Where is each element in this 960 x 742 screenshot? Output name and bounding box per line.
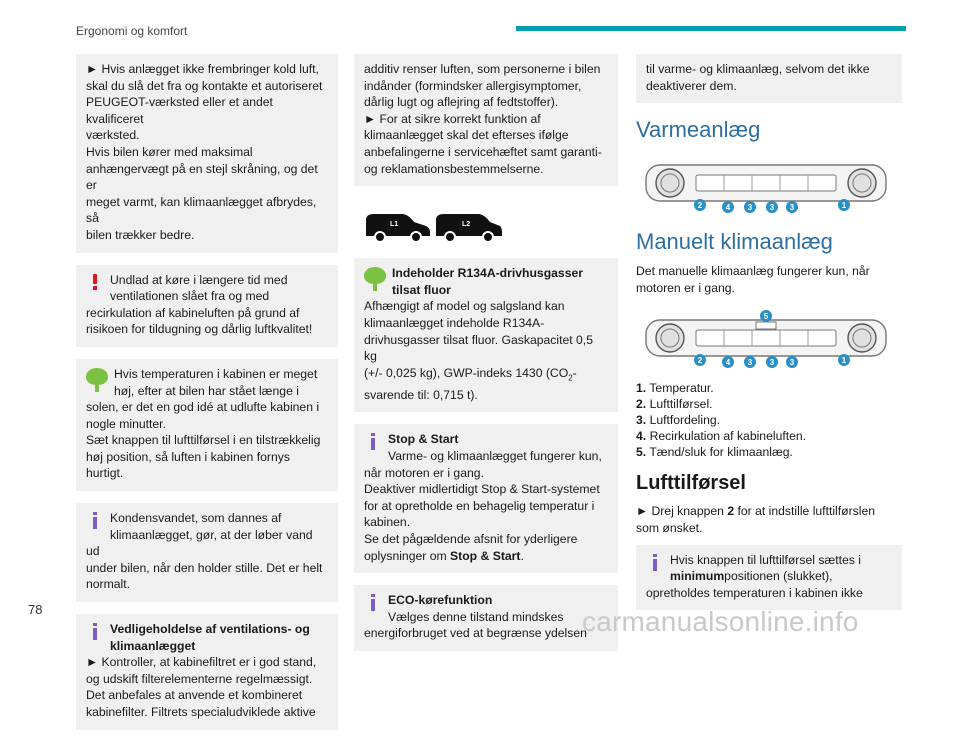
text-line: energiforbruget ved at begrænse ydelsen (364, 626, 587, 641)
list-number: 4. (636, 429, 647, 444)
box-title: Vedligeholdelse af ventilations- og (110, 622, 310, 637)
text-line: når motoren er i gang. (364, 465, 484, 480)
text-line (646, 568, 892, 585)
eco-box-r134a (354, 258, 618, 412)
info-box-stop-start (354, 424, 618, 573)
eco-tree-icon (364, 267, 386, 291)
manual-ac-panel-diagram (644, 310, 890, 372)
heating-panel-diagram (644, 159, 890, 217)
text-span: ► Drej knappen (636, 504, 728, 519)
list-text: Temperatur. (649, 381, 714, 396)
text-span: 2 (727, 504, 735, 519)
svg-text:L1: L1 (390, 221, 399, 229)
watermark: carmanualsonline.info (582, 606, 859, 637)
manual-ac-intro (636, 263, 902, 296)
box-title: ECO-kørefunktion (388, 593, 493, 608)
text-line: meget varmt, kan klimaanlægget afbrydes, så (86, 194, 317, 226)
info-icon (86, 623, 104, 639)
text-line: Se det pågældende afsnit for yderligere (364, 531, 578, 546)
text-line: høj, efter at bilen har stået længe i (114, 383, 299, 398)
header-accent-bar (516, 26, 906, 31)
column-2 (354, 54, 618, 663)
page-number: 78 (28, 602, 43, 617)
text-line: drivhusgasser tilsat fluor. Gaskapacitet 0,5 kg (364, 332, 593, 364)
text-line: Hvis bilen kører med maksimal (86, 144, 253, 159)
text-span: . (520, 548, 524, 563)
diagram-label: 3 (769, 358, 775, 368)
text-line: Vælges denne tilstand mindskes (388, 609, 564, 624)
list-text: Lufttilførsel. (649, 397, 713, 412)
text-line: dårlig lugt og aflejring af fedtstoffer). (364, 95, 559, 110)
text-line: klimaanlægget, gør, at der løber vand ud (86, 527, 313, 559)
text-line: Det anbefales at anvende et kombineret (86, 688, 303, 703)
text-line: Afhængigt af model og salgsland kan (364, 299, 565, 314)
note-box-filter (354, 54, 618, 186)
list-item (636, 428, 902, 444)
note-box-continued (636, 54, 902, 103)
warning-icon (86, 274, 104, 290)
info-box-maintenance (76, 614, 338, 730)
text-span: oplysninger om (364, 548, 451, 563)
van-long-icon (436, 214, 502, 242)
diagram-label: 1 (841, 356, 847, 366)
section-heading-heating: Varmeanlæg (636, 117, 761, 143)
list-item (636, 396, 902, 412)
header-title: Ergonomi og komfort (76, 24, 188, 38)
box-title: Indeholder R134A-drivhusgasser (392, 266, 583, 281)
diagram-label: 5 (763, 312, 769, 322)
text-line: som ønsket. (636, 520, 703, 535)
text-line: Det manuelle klimaanlæg fungerer kun, når (636, 264, 870, 279)
info-icon (646, 554, 664, 570)
text-line: svarende til: 0,715 t). (364, 387, 478, 402)
diagram-label: 2 (697, 201, 703, 211)
info-icon (364, 594, 382, 610)
van-icons (364, 206, 504, 246)
text-line: under bilen, når den holder stille. Det er helt (86, 560, 323, 575)
eco-tree-icon (86, 368, 108, 392)
diagram-label: 4 (725, 203, 731, 213)
box-title: Stop & Start (388, 432, 459, 447)
text-line: solen, er det en god idé at udlufte kabinen i (86, 400, 320, 415)
svg-text:L2: L2 (462, 221, 471, 229)
text-line: additiv renser luften, som personerne i bilen (364, 62, 601, 76)
text-line (636, 503, 902, 520)
box-title: klimaanlægget (110, 638, 196, 653)
text-line: indånder (formindsker allergisymptomer, (364, 78, 582, 93)
text-line: ► Kontroller, at kabinefiltret er i god stand, (86, 655, 317, 670)
text-span: minimum (670, 569, 725, 584)
text-line: normalt. (86, 577, 131, 592)
diagram-label: 3 (747, 358, 753, 368)
text-line: opretholdes temperaturen i kabinen ikke (646, 585, 863, 600)
text-line: Kondensvandet, som dannes af (110, 511, 282, 526)
info-box-eco-mode (354, 585, 618, 651)
text-line: nogle minutter. (86, 416, 166, 431)
text-line (364, 365, 608, 387)
column-3 (636, 54, 902, 622)
text-line: risikoen for tildugning og dårlig luftkvalitet! (86, 322, 313, 337)
note-box-cooling (76, 54, 338, 253)
eco-box-cabin-airing (76, 359, 338, 491)
text-line: Undlad at køre i længere tid med (110, 272, 288, 287)
text-line: ventilationen slået fra og med (110, 289, 270, 304)
text-line: motoren er i gang. (636, 280, 735, 295)
text-line: ► For at sikre korrekt funktion af (364, 111, 541, 126)
text-line: Varme- og klimaanlægget fungerer kun, (388, 448, 602, 463)
air-flow-text (636, 503, 902, 536)
text-line: Hvis temperaturen i kabinen er meget (114, 366, 318, 381)
list-number: 1. (636, 381, 647, 396)
text-line: deaktiverer dem. (646, 78, 737, 93)
text-line: Deaktiver midlertidigt Stop & Start-systemet (364, 482, 600, 497)
text-line: værksted. (86, 128, 140, 143)
text-line: klimaanlægget skal det efterses ifølge (364, 128, 569, 143)
info-icon (86, 512, 104, 528)
info-box-condensation (76, 503, 338, 602)
list-item (636, 412, 902, 428)
text-line: Sæt knappen til lufttilførsel i en tilstrækkelig (86, 433, 321, 448)
list-item (636, 444, 902, 460)
text-line: kabinen. (364, 515, 411, 530)
text-span: positionen (slukket), (724, 569, 833, 584)
warning-box-ventilation (76, 265, 338, 347)
list-number: 3. (636, 413, 647, 428)
list-text: Tænd/sluk for klimaanlæg. (649, 445, 793, 460)
diagram-label: 3 (769, 203, 775, 213)
text-line: anhængervægt på en stejl skråning, og det er (86, 161, 318, 193)
diagram-label: 2 (697, 356, 703, 366)
diagram-label: 1 (841, 201, 847, 211)
list-item (636, 380, 902, 396)
text-line: og udskift filterelementerne regelmæssigt. (86, 671, 313, 686)
text-line (364, 548, 608, 565)
text-span: Stop & Start (450, 548, 521, 563)
column-1 (76, 54, 338, 742)
text-line: anbefalingerne i servicehæftet samt garanti- (364, 144, 602, 159)
text-span: for at indstille lufttilførslen (734, 504, 876, 519)
controls-legend-list (636, 380, 902, 460)
diagram-label: 4 (725, 358, 731, 368)
diagram-label: 3 (747, 203, 753, 213)
section-heading-air-flow: Lufttilførsel (636, 472, 746, 495)
list-text: Recirkulation af kabineluften. (649, 429, 807, 444)
van-short-icon (366, 214, 430, 242)
box-title: tilsat fluor (392, 282, 451, 297)
text-line: høj position, så luften i kabinen fornys hurtigt. (86, 449, 290, 481)
text-span: - (572, 365, 577, 380)
text-line: Hvis knappen til lufttilførsel sættes i (670, 552, 862, 567)
text-span: (+/- 0,025 kg), GWP-indeks 1430 (CO (364, 365, 569, 380)
text-line: kabinefilter. Filtrets specialudviklede aktive (86, 705, 316, 719)
text-line: klimaanlægget indeholde R134A- (364, 315, 545, 330)
text-line: recirkulation af kabineluften på grund af (86, 305, 300, 320)
info-box-minimum-air (636, 545, 902, 611)
text-line: skal du slå det fra og kontakte et autoriseret (86, 78, 323, 93)
subscript: 2 (568, 373, 573, 383)
section-heading-manual-ac: Manuelt klimaanlæg (636, 229, 833, 255)
text-line: for at opretholde en behagelig temperatur i (364, 498, 595, 513)
list-number: 5. (636, 445, 647, 460)
list-number: 2. (636, 397, 647, 412)
info-icon (364, 433, 382, 449)
vehicle-icons (354, 198, 618, 250)
text-line: PEUGEOT-værksted eller et andet kvalificeret (86, 95, 273, 126)
text-line: ► Hvis anlægget ikke frembringer kold luft, (86, 62, 319, 76)
diagram-label: 3 (789, 203, 795, 213)
text-line: og reklamationsbestemmelserne. (364, 161, 544, 176)
text-line: bilen trækker bedre. (86, 227, 195, 242)
list-text: Luftfordeling. (649, 413, 721, 428)
diagram-label: 3 (789, 358, 795, 368)
text-line: til varme- og klimaanlæg, selvom det ikke (646, 62, 870, 76)
